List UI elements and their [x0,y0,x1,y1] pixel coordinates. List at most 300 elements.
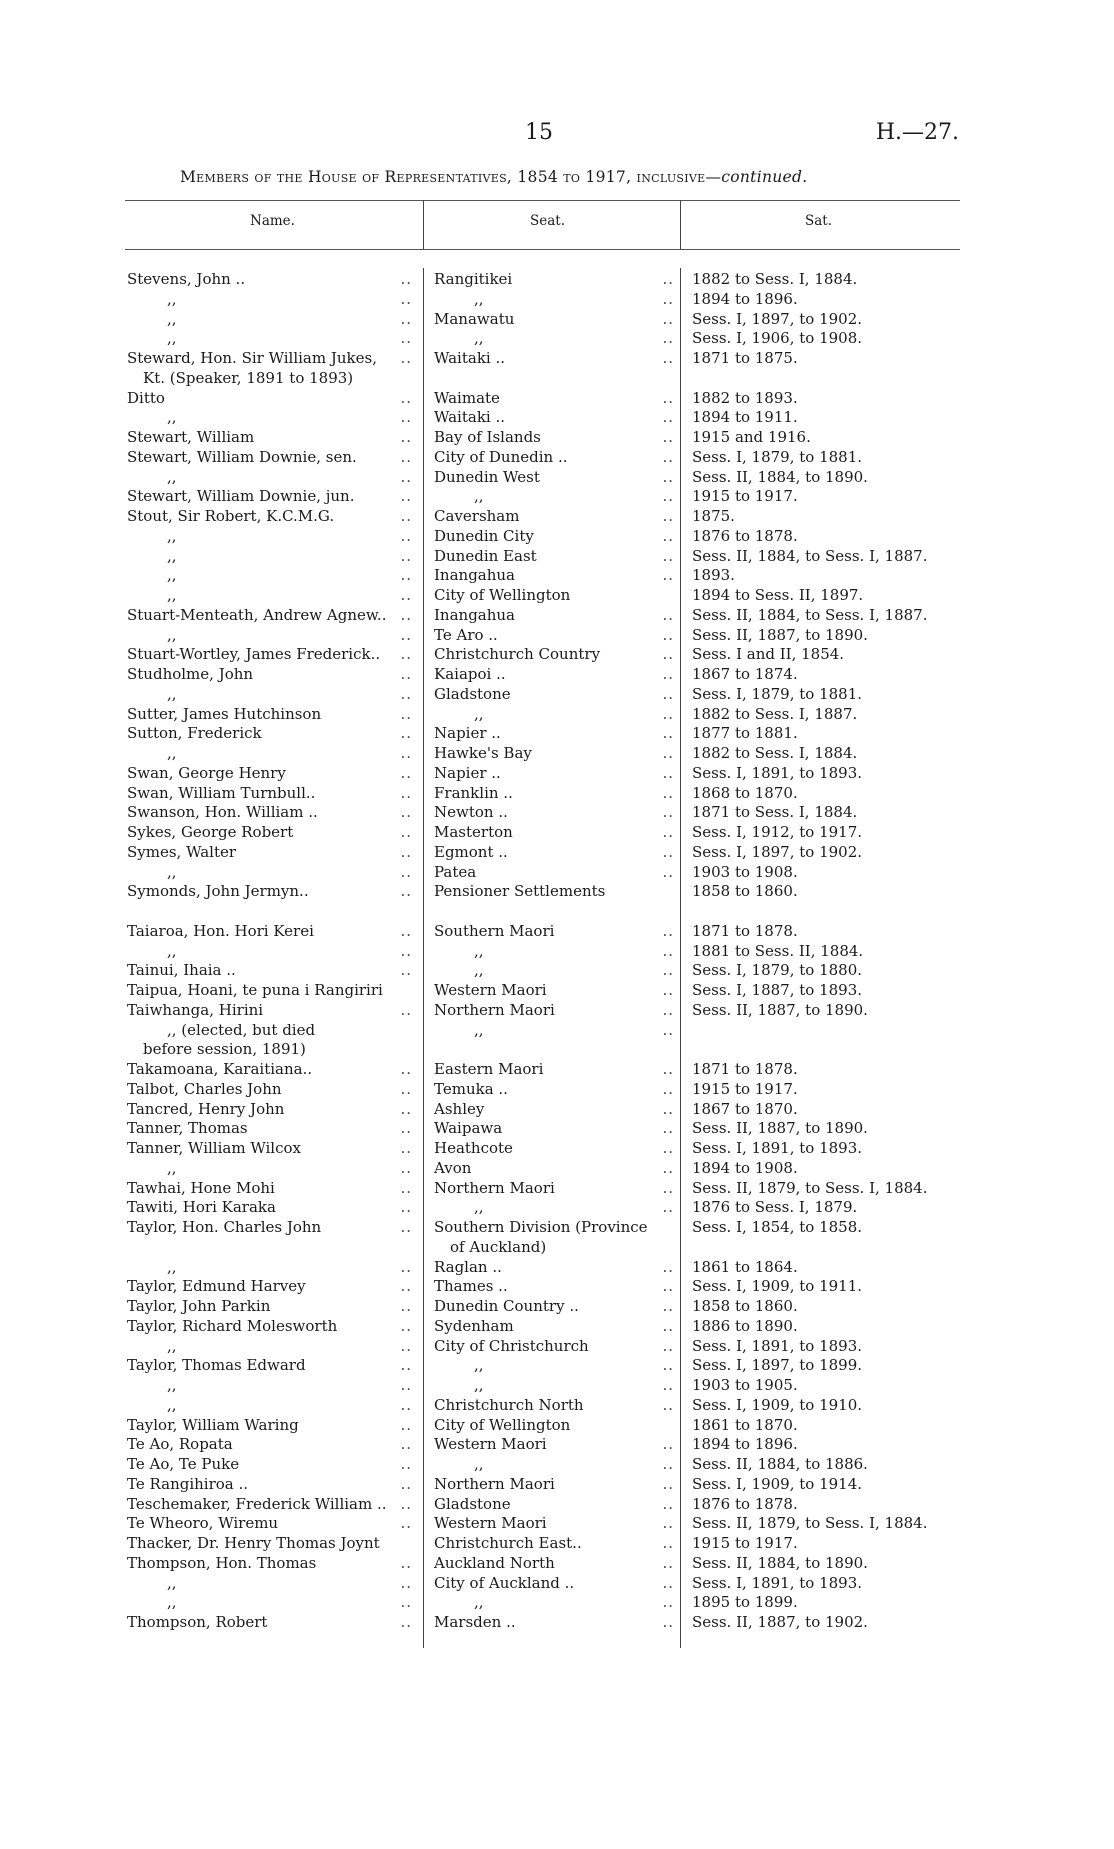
seat-entry-text: ,, [474,1455,484,1473]
sat-entry-text: 1903 to 1905. [692,1376,798,1394]
seat-entry-text: Caversham [434,507,520,525]
header-top-rule [125,200,960,201]
seat-entry-text: Masterton [434,823,513,841]
sat-entry [692,1416,967,1436]
name-entry [127,744,412,764]
seat-entry [434,1376,674,1396]
sat-entry [692,1495,967,1515]
name-entry [127,1258,412,1278]
seat-entry [434,882,674,902]
seat-entry [434,724,674,744]
leader-dots: .. [662,625,674,644]
header-seat: Seat. [530,213,566,229]
name-entry-text: before session, 1891) [143,1040,306,1059]
sat-entry [692,882,967,902]
header-name: Name. [250,213,295,229]
sat-entry [692,665,967,685]
sat-entry-text: Sess. I, 1879, to 1880. [692,961,863,980]
name-entry [127,1021,412,1041]
seat-entry [434,823,674,843]
seat-entry-text: Inangahua [434,605,515,624]
sat-entry-text: 1876 to Sess. I, 1879. [692,1198,858,1217]
name-entry-text: Taiaroa, Hon. Hori Kerei [127,921,314,940]
name-entry [127,705,412,725]
name-entry [127,724,412,744]
seat-entry-text: ,, [474,487,484,506]
page-title [180,168,807,186]
seat-entry-text: Waimate [434,388,500,407]
leader-dots: .. [400,684,412,703]
sat-entry-text: 1894 to 1908. [692,1158,798,1177]
name-entry [127,784,412,804]
leader-dots: .. [662,605,674,624]
leader-dots: .. [662,981,674,999]
name-entry [127,942,412,962]
leader-dots: .. [662,1099,674,1118]
name-entry-text: ,, [167,1593,177,1612]
leader-dots: .. [662,803,674,822]
name-entry-text: Te Ao, Te Puke [127,1455,240,1473]
leader-dots: .. [662,1553,674,1572]
name-entry [127,1514,412,1534]
leader-dots: .. [400,1573,412,1592]
name-entry [127,843,412,863]
name-entry [127,961,412,981]
leader-dots: .. [662,842,674,861]
seat-entry [434,685,674,705]
name-entry-text: Tanner, William Wilcox [127,1139,301,1157]
sat-entry [692,329,967,349]
name-entry-text: ,, [167,309,177,328]
seat-entry-text: ,, [474,329,484,348]
name-entry [127,448,412,468]
leader-dots: .. [662,724,674,743]
name-entry [127,863,412,883]
sat-entry-text: Sess. II, 1884, to 1890. [692,1553,868,1572]
name-entry [127,1455,412,1475]
sat-entry [692,942,967,962]
seat-entry-text: Thames .. [434,1277,508,1296]
sat-entry-text: Sess. II, 1887, to 1890. [692,1000,868,1019]
name-entry-text: ,, [167,744,177,762]
name-entry [127,1218,412,1238]
name-entry [127,329,412,349]
seat-entry-text: Napier .. [434,724,501,743]
header-divider-1 [423,200,424,249]
sat-entry-text: 1861 to 1864. [692,1257,798,1276]
name-entry-text: Tawiti, Hori Karaka [127,1198,276,1217]
sat-entry [692,1554,967,1574]
name-entry [127,1337,412,1357]
name-entry-text: Sutter, James Hutchinson [127,704,322,723]
sat-entry [692,1001,967,1021]
name-entry [127,1159,412,1179]
leader-dots: .. [400,408,412,427]
name-entry [127,349,412,369]
name-entry-text: Taiwhanga, Hirini [127,1000,264,1019]
leader-dots: .. [400,724,412,743]
leader-dots: .. [400,1455,412,1473]
name-entry [127,1574,412,1594]
sat-entry [692,1100,967,1120]
sat-entry-text: Sess. II, 1884, to Sess. I, 1887. [692,546,928,565]
seat-entry-text: Hawke's Bay [434,744,532,762]
name-entry-text: Taylor, Thomas Edward [127,1356,306,1375]
seat-entry [434,310,674,330]
sat-entry-text: Sess. II, 1879, to Sess. I, 1884. [692,1178,928,1197]
leader-dots: .. [400,1336,412,1355]
name-entry [127,1060,412,1080]
seat-entry-text: Marsden .. [434,1613,516,1631]
leader-dots: .. [662,1257,674,1276]
leader-dots: .. [662,546,674,565]
sat-entry-text: 1915 to 1917. [692,1079,798,1098]
seat-entry-text: City of Wellington [434,1415,571,1434]
seat-entry [434,1337,674,1357]
seat-entry [434,547,674,567]
sat-entry-text: Sess. I, 1879, to 1881. [692,684,863,703]
leader-dots: .. [662,704,674,723]
seat-entry-text: Northern Maori [434,1000,555,1019]
sat-entry [692,685,967,705]
leader-dots: .. [400,1395,412,1414]
leader-dots: .. [400,1257,412,1276]
name-entry-text: ,, [167,546,177,565]
seat-entry [434,1179,674,1199]
seat-entry [434,1277,674,1297]
leader-dots: .. [662,1573,674,1592]
leader-dots: .. [662,1297,674,1315]
name-entry [127,823,412,843]
seat-entry [434,586,674,606]
name-entry [127,1376,412,1396]
sat-entry-text: 1876 to 1878. [692,1494,798,1513]
leader-dots: .. [400,1139,412,1157]
sat-entry [692,1455,967,1475]
name-entry [127,1238,412,1258]
sat-entry-text: 1886 to 1890. [692,1316,798,1335]
leader-dots: .. [400,1277,412,1296]
name-entry [127,1139,412,1159]
name-entry-text: ,, [167,941,177,960]
sat-entry [692,1435,967,1455]
leader-dots: .. [400,586,412,604]
name-entry [127,566,412,586]
sat-entry [692,764,967,784]
seat-entry-text: Kaiapoi .. [434,665,506,683]
seat-entry-text: Sydenham [434,1316,514,1335]
seat-entry-text: of Auckland) [450,1237,547,1256]
leader-dots: .. [662,309,674,328]
leader-dots: .. [400,349,412,367]
sat-entry-text: 1882 to Sess. I, 1884. [692,270,858,288]
document-reference: H.—27. [875,120,959,145]
sat-entry [692,428,967,448]
name-entry-text: Stout, Sir Robert, K.C.M.G. [127,507,335,525]
sat-entry-text: 1881 to Sess. II, 1884. [692,941,864,960]
sat-entry-text: Sess. I, 1887, to 1893. [692,981,863,999]
leader-dots: .. [400,1514,412,1533]
sat-entry-text: Sess. II, 1884, to Sess. I, 1887. [692,605,928,624]
name-entry-text: ,, [167,1573,177,1592]
leader-dots: .. [662,1139,674,1157]
seat-entry [434,369,674,389]
seat-entry [434,1001,674,1021]
name-entry [127,1435,412,1455]
sat-entry [692,823,967,843]
sat-entry [692,547,967,567]
name-entry-text: Ditto [127,388,165,407]
sat-entry [692,310,967,330]
leader-dots: .. [662,447,674,466]
sat-entry [692,645,967,665]
name-entry [127,1277,412,1297]
sat-entry [692,1613,967,1633]
leader-dots: .. [662,1020,674,1039]
leader-dots: .. [662,467,674,486]
seat-entry [434,1613,674,1633]
sat-entry-text: 1867 to 1874. [692,665,798,683]
sat-entry [692,981,967,1001]
seat-entry [434,606,674,626]
name-entry [127,547,412,567]
seat-entry [434,843,674,863]
leader-dots: .. [400,1198,412,1217]
seat-entry [434,902,674,922]
sat-entry-text: Sess. I, 1897, to 1902. [692,309,863,328]
seat-entry [434,290,674,310]
column-divider-1 [423,268,424,1648]
leader-dots: .. [662,526,674,545]
sat-entry-text: Sess. I and II, 1854. [692,645,845,664]
sat-entry-text: 1867 to 1870. [692,1099,798,1118]
leader-dots: .. [400,1000,412,1019]
name-entry [127,1119,412,1139]
sat-entry [692,1159,967,1179]
sat-entry [692,606,967,626]
leader-dots: .. [400,941,412,960]
seat-entry [434,705,674,725]
sat-entry-text: 1871 to 1878. [692,1060,798,1078]
name-entry [127,369,412,389]
name-entry-text: Tainui, Ihaia .. [127,961,236,980]
sat-entry [692,448,967,468]
leader-dots: .. [662,1395,674,1414]
leader-dots: .. [400,823,412,841]
sat-entry-text: 1915 to 1917. [692,487,798,506]
title-main: Members of the House of Representatives, 1854 to 1917, inclusive— [180,168,722,186]
leader-dots: .. [400,467,412,486]
sat-entry [692,724,967,744]
name-entry-text: ,, [167,1257,177,1276]
name-entry [127,1297,412,1317]
header-bottom-rule [125,249,960,250]
leader-dots: .. [400,1593,412,1612]
leader-dots: .. [662,1178,674,1197]
name-entry-text: Stewart, William Downie, sen. [127,447,357,466]
sat-entry [692,468,967,488]
leader-dots: .. [400,1060,412,1078]
sat-entry [692,1218,967,1238]
seat-entry-text: Christchurch East.. [434,1534,582,1552]
leader-dots: .. [400,625,412,644]
name-entry [127,468,412,488]
sat-entry-text: Sess. II, 1879, to Sess. I, 1884. [692,1514,928,1533]
name-entry [127,922,412,942]
names-column [127,270,412,1633]
leader-dots: .. [662,1356,674,1375]
seat-entry-text: Ashley [434,1099,485,1118]
seat-entry [434,981,674,1001]
sat-entry [692,389,967,409]
seat-entry [434,1396,674,1416]
leader-dots: .. [400,1079,412,1098]
seat-entry-text: Northern Maori [434,1178,555,1197]
sat-entry [692,1198,967,1218]
column-divider-2 [680,268,681,1648]
seat-entry-text: Rangitikei [434,270,513,288]
leader-dots: .. [662,329,674,348]
seat-entry-text: Auckland North [434,1553,555,1572]
name-entry [127,1356,412,1376]
sat-entry-text: Sess. I, 1897, to 1902. [692,842,863,861]
sat-entry-text: Sess. I, 1879, to 1881. [692,447,863,466]
name-entry [127,606,412,626]
name-entry-text: ,, [167,526,177,545]
sat-entry-text: 1882 to Sess. I, 1884. [692,744,858,762]
seat-entry-text: ,, [474,289,484,308]
leader-dots: .. [400,882,412,901]
seat-entry-text: City of Auckland .. [434,1573,575,1592]
name-entry-text: Takamoana, Karaitiana.. [127,1060,313,1078]
sat-entry [692,1277,967,1297]
sat-column [692,270,967,1633]
name-entry-text: ,, [167,289,177,308]
seat-entry-text: Gladstone [434,1494,511,1513]
leader-dots: .. [400,961,412,980]
name-entry [127,803,412,823]
seat-entry [434,487,674,507]
name-entry-text: Thompson, Hon. Thomas [127,1553,317,1572]
name-entry [127,1001,412,1021]
seat-entry-text: Napier .. [434,763,501,782]
leader-dots: .. [400,1553,412,1572]
sat-entry [692,863,967,883]
name-entry [127,1396,412,1416]
sat-entry-text: Sess. I, 1891, to 1893. [692,1573,863,1592]
sat-entry-text: 1876 to 1878. [692,526,798,545]
sat-entry [692,1475,967,1495]
sat-entry [692,349,967,369]
header-divider-2 [680,200,681,249]
leader-dots: .. [662,1474,674,1493]
sat-entry-text: Sess. I, 1891, to 1893. [692,1336,863,1355]
leader-dots: .. [662,1277,674,1296]
seat-entry [434,942,674,962]
name-entry [127,527,412,547]
leader-dots: .. [662,566,674,585]
seat-entry-text: Newton .. [434,803,508,822]
leader-dots: .. [662,1000,674,1019]
name-entry [127,665,412,685]
leader-dots: .. [662,921,674,940]
sat-entry [692,922,967,942]
leader-dots: .. [662,270,674,288]
name-entry-text: ,, [167,684,177,703]
name-entry-text: Swan, William Turnbull.. [127,783,316,802]
leader-dots: .. [400,921,412,940]
seat-entry [434,626,674,646]
name-entry-text: Stuart-Menteath, Andrew Agnew.. [127,605,387,624]
name-entry-text: Stewart, William Downie, jun. [127,487,355,506]
seat-entry [434,1455,674,1475]
sat-entry [692,566,967,586]
seat-entry [434,1554,674,1574]
sat-entry [692,843,967,863]
name-entry-text: Teschemaker, Frederick William .. [127,1494,387,1513]
sat-entry [692,744,967,764]
name-entry [127,626,412,646]
sat-entry [692,803,967,823]
leader-dots: .. [400,546,412,565]
leader-dots: .. [662,349,674,367]
leader-dots: .. [400,1613,412,1631]
seat-entry-text: City of Dunedin .. [434,447,568,466]
seat-entry-text: Dunedin East [434,546,537,565]
sat-entry [692,1139,967,1159]
name-entry [127,685,412,705]
seat-entry [434,764,674,784]
title-suffix: continued. [721,168,808,186]
name-entry [127,1100,412,1120]
sat-entry [692,270,967,290]
sat-entry-text: Sess. II, 1887, to 1902. [692,1613,868,1631]
seat-entry [434,270,674,290]
name-entry [127,1534,412,1554]
seat-entry [434,1495,674,1515]
leader-dots: .. [400,783,412,802]
seat-entry-text: Dunedin West [434,467,540,486]
leader-dots: .. [662,1119,674,1138]
sat-entry [692,1593,967,1613]
name-entry-text: ,, [167,862,177,881]
leader-dots: .. [400,1119,412,1138]
seat-entry [434,1574,674,1594]
sat-entry [692,705,967,725]
sat-entry-text: 1868 to 1870. [692,783,798,802]
seat-entry [434,1297,674,1317]
name-entry-text: Thacker, Dr. Henry Thomas Joynt [127,1534,380,1552]
seat-entry-text: Western Maori [434,1435,547,1454]
leader-dots: .. [400,507,412,525]
sat-entry-text: 1861 to 1870. [692,1415,798,1434]
sat-entry-text: Sess. II, 1884, to 1886. [692,1455,868,1473]
seat-entry [434,329,674,349]
leader-dots: .. [662,289,674,308]
sat-entry [692,1297,967,1317]
name-entry [127,1317,412,1337]
leader-dots: .. [662,428,674,446]
name-entry [127,1554,412,1574]
leader-dots: .. [400,526,412,545]
sat-entry-text: 1894 to 1896. [692,289,798,308]
seat-entry [434,527,674,547]
sat-entry-text: 1903 to 1908. [692,862,798,881]
name-entry-text: ,, [167,586,177,604]
seat-entry-text: Inangahua [434,566,515,585]
leader-dots: .. [400,645,412,664]
name-entry [127,1613,412,1633]
